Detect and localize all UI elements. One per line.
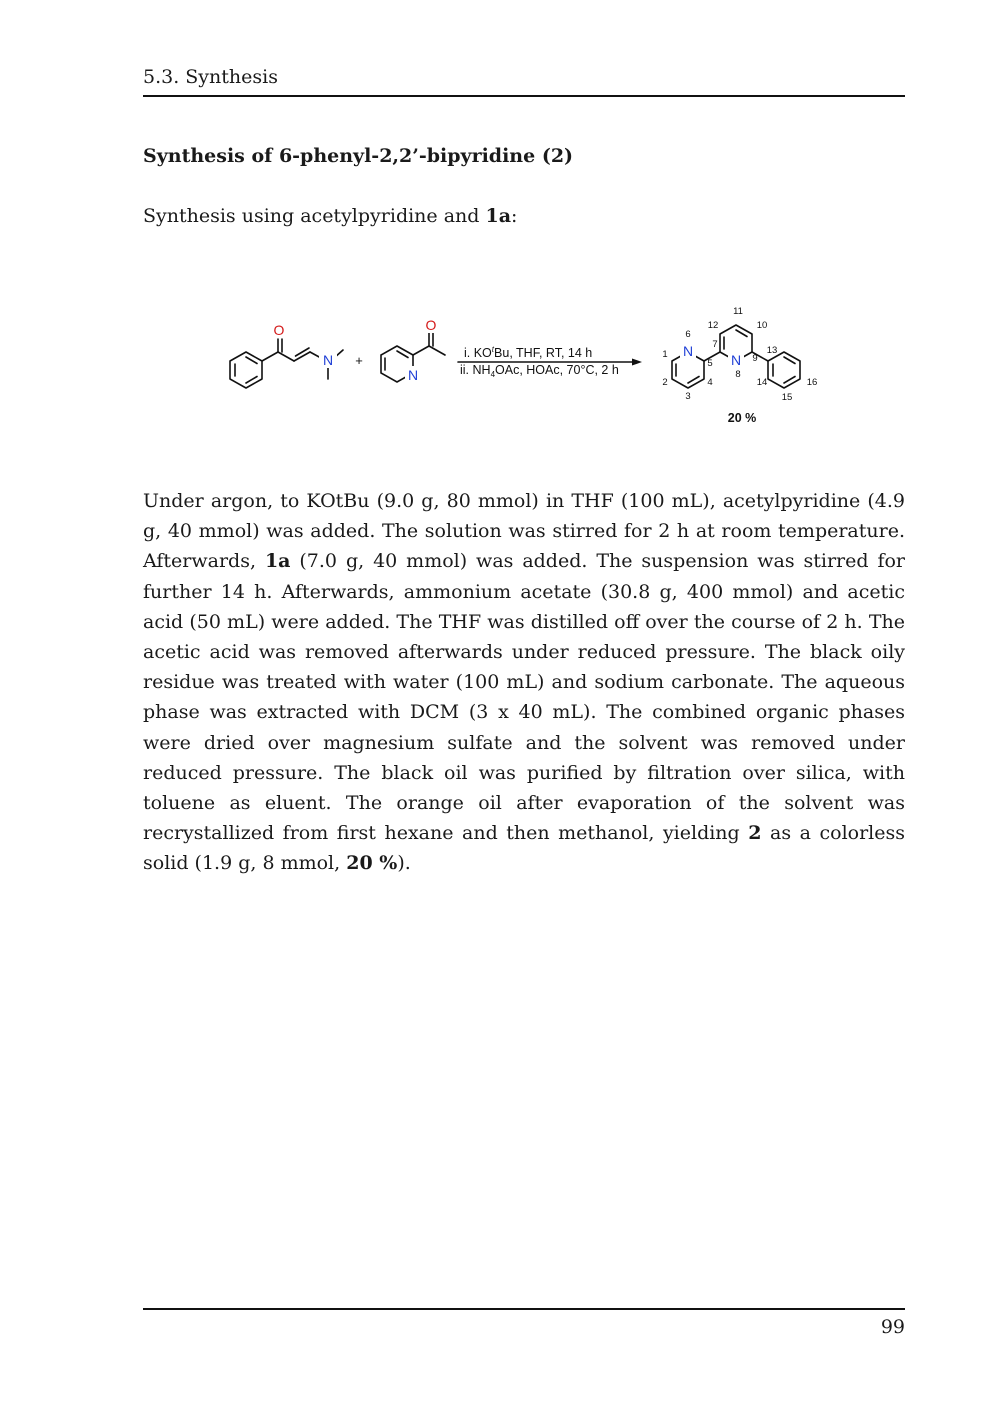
procedure-text-4: ). [397,852,411,875]
intro-prefix: Synthesis using acetylpyridine and [143,205,486,227]
procedure-text-1: Under argon, to KOtBu (9.0 g, 80 mmol) in THF (100 mL), acetylpyridine (4.9 g, 40 mmol) was added. The solution was stirred for 2 h at room temperature. Afterwards, [143,490,905,573]
reaction-arrowhead [632,359,642,366]
nitrogen-label-pyridine: N [407,367,419,383]
atom-number-9: 9 [752,353,758,364]
procedure-compound-2: 2 [748,822,762,845]
atom-number-7: 7 [712,339,718,350]
atom-number-11: 11 [733,306,743,317]
procedure-text-3: as a colorless solid (1.9 g, 8 mmol, [143,822,905,875]
oxygen-label-2: O [425,317,437,333]
oxygen-label-1: O [273,322,285,338]
atom-number-5: 5 [707,358,713,369]
conditions-line-2: ii. $NH_4OAc$, HOAc, 70°C, 2 h [460,363,619,379]
atom-number-13: 13 [766,345,778,356]
atom-number-2: 2 [662,377,668,388]
atom-number-15: 15 [781,392,793,403]
product-nitrogen-label-6: N [682,343,694,359]
page-number: 99 [880,1316,905,1338]
footer-rule [143,1308,905,1310]
procedure-compound-1a: 1a [264,550,291,573]
section-title: Synthesis of 6-phenyl-2,2’-bipyridine (2) [143,145,574,167]
atom-number-1: 1 [662,349,668,360]
atom-number-6: 6 [685,329,691,340]
atom-number-14: 14 [756,377,768,388]
product-nitrogen-label-8: N [730,352,742,368]
atom-number-16: 16 [806,377,818,388]
plus-sign: + [355,353,363,368]
reaction-scheme [215,300,835,440]
nitrogen-label-amine: N [322,352,334,368]
atom-number-8: 8 [735,369,741,380]
procedure-yield: 20 % [346,852,398,875]
header-rule [143,95,905,97]
atom-number-12: 12 [707,320,719,331]
atom-number-10: 10 [756,320,768,331]
procedure-paragraph [143,486,905,879]
intro-suffix: : [511,205,518,227]
atom-number-4: 4 [707,377,713,388]
intro-text [143,205,517,227]
atom-number-3: 3 [685,391,691,402]
running-header: 5.3. Synthesis [143,66,278,88]
scheme-yield: 20 % [727,411,757,425]
intro-compound: 1a [485,205,511,227]
conditions-line-1: i. $KO^tBu$, THF, RT, 14 h [464,345,593,360]
procedure-text-2: (7.0 g, 40 mmol) was added. The suspension was stirred for further 14 h. Afterwards, ammonium acetate (30.8 g, 400 mmol) and acetic acid (50 mL) were added. The THF was distilled off over the course of 2 h. The acetic acid was removed afterwards under reduced pressure. The black oily residue was treated with water (100 mL) and sodium carbonate. The aqueous phase was extracted with DCM (3 x 40 mL). The combined organic phases were dried over magnesium sulfate and the solvent was removed under reduced pressure. The black oil was purified by filtration over silica, with toluene as eluent. The orange oil after evaporation of the solvent was recrystallized from first hexane and then methanol, yielding [143,550,906,845]
